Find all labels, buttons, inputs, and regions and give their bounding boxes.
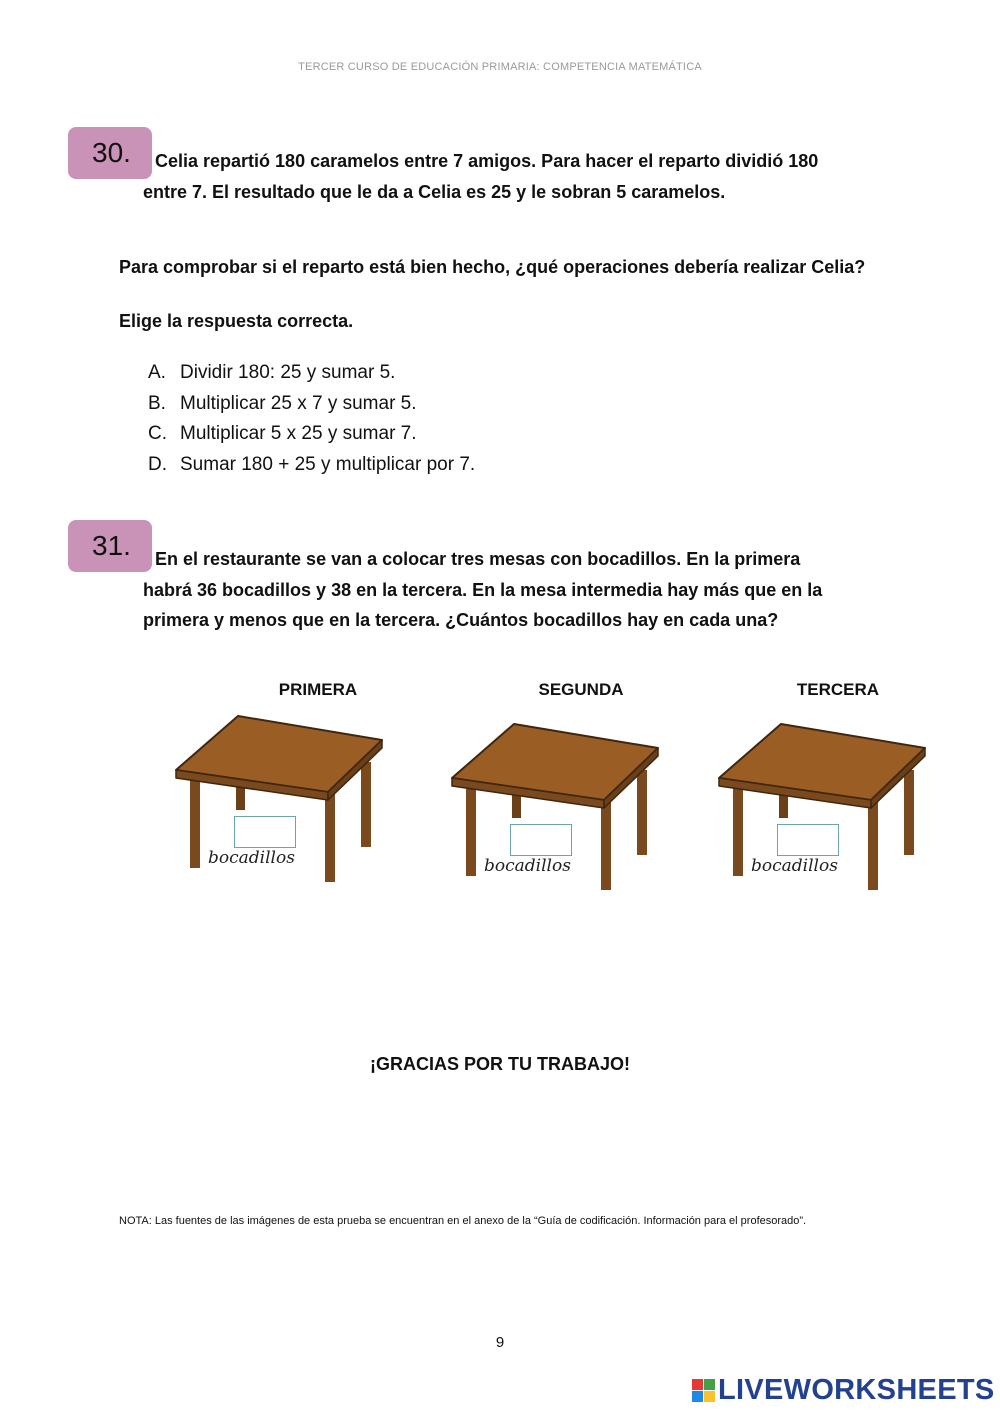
option-letter: A. [148, 362, 166, 383]
option-letter: C. [148, 423, 167, 444]
q30-text-line2: entre 7. El resultado que le da a Celia es 25 y le sobran 5 caramelos. [143, 182, 726, 202]
question-number-badge [68, 520, 152, 572]
q31-text-line3: primera y menos que en la tercera. ¿Cuántos bocadillos hay en cada una? [143, 610, 779, 630]
bocadillos-word: bocadillos [751, 856, 838, 876]
bocadillos-word: bocadillos [484, 856, 571, 876]
answer-input-primera[interactable] [234, 816, 296, 848]
option-b[interactable] [148, 389, 475, 420]
q30-text-line1: Celia repartió 180 caramelos entre 7 amigos. Para hacer el reparto dividió 180 [155, 151, 819, 171]
option-a[interactable] [148, 358, 475, 389]
question-number-badge [68, 127, 152, 179]
option-text: Multiplicar 5 x 25 y sumar 7. [180, 423, 417, 444]
option-c[interactable] [148, 419, 475, 450]
footnote: NOTA: Las fuentes de las imágenes de esta prueba se encuentran en el anexo de la “Guía de codificación. Información para el profesorado”. [119, 1215, 807, 1227]
q30-question: Para comprobar si el reparto está bien hecho, ¿qué operaciones debería realizar Celia? [119, 257, 866, 277]
table-icon [444, 718, 674, 908]
q30-options-list [148, 358, 475, 480]
q31-text-line1: En el restaurante se van a colocar tres mesas con bocadillos. En la primera [155, 549, 801, 569]
table-label-tercera: TERCERA [796, 680, 880, 699]
option-d[interactable] [148, 450, 475, 481]
table-label-segunda: SEGUNDA [538, 680, 624, 699]
table-icon [168, 710, 398, 900]
question-number: 31. [92, 530, 131, 561]
option-text: Sumar 180 + 25 y multiplicar por 7. [180, 453, 476, 475]
option-letter: B. [148, 392, 166, 414]
liveworksheets-logo[interactable] [692, 1372, 995, 1408]
liveworksheets-icon [692, 1379, 715, 1402]
bocadillos-word: bocadillos [208, 848, 295, 868]
q31-text-line2: habrá 36 bocadillos y 38 en la tercera. En la mesa intermedia hay más que en la [143, 580, 823, 600]
question-number: 30. [92, 137, 131, 168]
table-primera [168, 710, 398, 900]
brand-name: LIVEWORKSHEETS [718, 1373, 995, 1406]
table-tercera [711, 718, 941, 908]
option-letter: D. [148, 453, 167, 475]
table-icon [711, 718, 941, 908]
option-text: Dividir 180: 25 y sumar 5. [180, 362, 396, 383]
q30-instruction: Elige la respuesta correcta. [119, 311, 354, 331]
table-label-primera: PRIMERA [278, 680, 358, 699]
option-text: Multiplicar 25 x 7 y sumar 5. [180, 392, 417, 414]
page-number: 9 [495, 1334, 505, 1351]
answer-input-segunda[interactable] [510, 824, 572, 856]
table-segunda [444, 718, 674, 908]
answer-input-tercera[interactable] [777, 824, 839, 856]
page-header: TERCER CURSO DE EDUCACIÓN PRIMARIA: COMPETENCIA MATEMÁTICA [298, 61, 702, 73]
thanks-message: ¡GRACIAS POR TU TRABAJO! [370, 1054, 630, 1074]
